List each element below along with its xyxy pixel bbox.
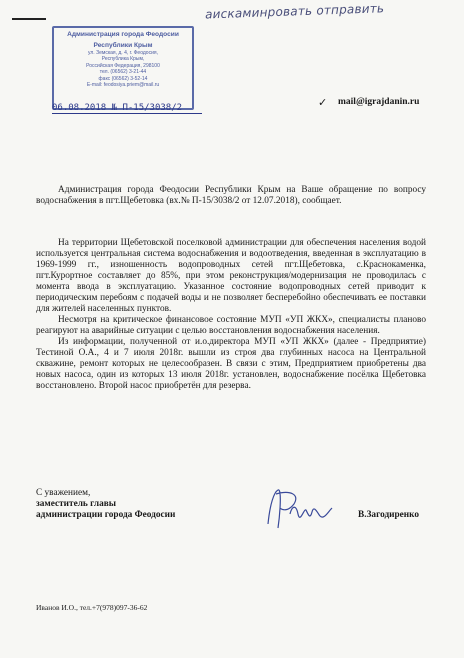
stamp-title-line2: Республики Крым — [93, 42, 153, 49]
registration-number: 06.08.2018 № П-15/3038/2 — [52, 103, 202, 114]
paragraph: Из информации, полученной от и.о.директора МУП «УП ЖКХ» (далее - Предприятие) Тестиной О.А., 4 и 7 июля 2018г. вышли из строя два глубинных насоса на Центральной скважине, ремонт которых не целесообразен. В связи с этим, Предприятием приобретены два новых насоса, один из которых 13 июля 2018г. установлен, водоснабжение посёлка Щебетовка восстановлено. Второй насос приобретён для резерва. — [36, 337, 426, 391]
handwritten-note: аискаминровать отправить — [204, 1, 385, 22]
stamp-address-line: факс (06562) 3-52-14 — [98, 75, 148, 82]
stamp-address-line: E-mail: feodosiya.priem@mail.ru — [86, 82, 160, 89]
signer-position-line2: администрации города Феодосии — [36, 510, 176, 520]
stamp-address-line: Российская Федерация, 298100 — [86, 62, 160, 69]
letter-body — [36, 238, 426, 392]
signer-name: В.Загодиренко — [358, 510, 420, 520]
signer-position-line1: заместитель главы — [36, 499, 117, 509]
stamp-address-line: ул. Земская, д. 4, г. Феодосия, — [88, 50, 158, 56]
paragraph: Администрация города Феодосии Республики Крым на Ваше обращение по вопросу водоснабжения в пгт.Щебетовка (вх.№ П-15/3038/2 от 12.07.2018), сообщает. — [36, 185, 426, 206]
signature-scribble — [260, 484, 340, 539]
paragraph: На территории Щебетовской поселковой администрации для обеспечения населения водой используется центральная система водоснабжения и водоотведения, введенная в эксплуатацию в 1969-1999 гг., изношенность водопроводных сетей пгт.Щебетовка, с.Краснокаменка, пгт.Курортное составляет до 85%, при этом реконструкция/модернизация не проводилась с момента ввода в эксплуатацию. Указанное состояние водопроводных сетей приводит к периодическим перебоям с подачей воды и не позволяет бесперебойно обеспечивать ее поставки для жителей населенных пунктов. — [36, 238, 426, 314]
stamp-address-line: Республика Крым, — [101, 56, 145, 63]
checkmark-icon: ✓ — [318, 96, 328, 109]
corner-mark — [12, 18, 46, 20]
signature-block — [36, 488, 175, 521]
paragraph-intro — [36, 185, 426, 207]
paragraph: Несмотря на критическое финансовое состояние МУП «УП ЖКХ», специалисты планово реагируют на аварийные ситуации с целью восстановления водоснабжения населения. — [36, 315, 426, 336]
addressee-email: mail@igrajdanin.ru — [338, 97, 420, 107]
footer-contact: Иванов И.О., тел.+7(978)097-36-62 — [36, 603, 148, 612]
registration-stamp — [52, 26, 194, 110]
closing-text: С уважением, — [36, 488, 91, 498]
stamp-title-line1: Администрация города Феодосии — [67, 31, 179, 38]
stamp-address-line: тел. (06562) 3-21-44 — [99, 69, 147, 76]
